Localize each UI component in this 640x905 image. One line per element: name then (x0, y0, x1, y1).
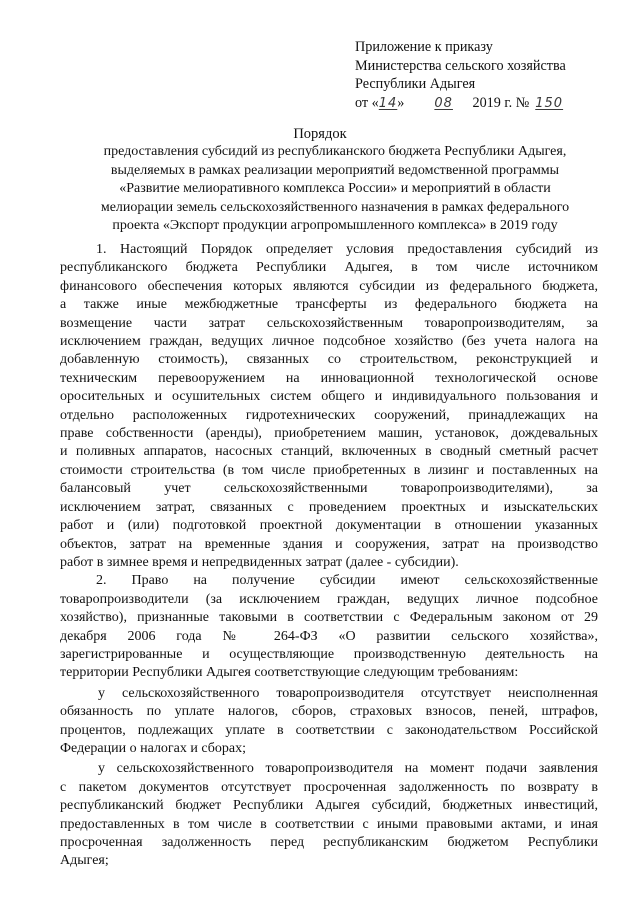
paragraph-line: у сельскохозяйственного товаропроизводителя на момент подачи заявления (98, 761, 598, 777)
document-body (60, 241, 598, 871)
paragraph-line: хозяйство), признанные таковыми в соответствии с Федеральным законом от 29 (60, 610, 598, 626)
document-subtitle (70, 143, 600, 236)
paragraph-line: 2. Право на получение субсидии имеют сельскохозяйственные (96, 573, 598, 589)
paragraph-line: зарегистрированные и осуществляющие производственную деятельность на (60, 646, 598, 662)
paragraph-line: Федерации о налогах и сборах; (60, 740, 246, 756)
subtitle-line: «Развитие мелиоративного комплекса России» и мероприятий в области (119, 181, 551, 197)
appendix-date-line (355, 94, 625, 114)
paragraph-line: республиканского бюджета Республики Адыгея, в том числе источником (60, 260, 598, 276)
paragraph-line: объектов, затрат на временные здания и сооружения, затрат на производство (60, 536, 598, 552)
paragraph-line: республиканский бюджет Республики Адыгея субсидий, бюджетных инвестиций, (60, 798, 598, 814)
appendix-line-2: Министерства сельского хозяйства (355, 57, 566, 74)
paragraph-line: территории Республики Адыгея соответствующие следующим требованиям: (60, 665, 519, 681)
paragraph-line: Адыгея; (60, 853, 109, 869)
paragraph-1 (60, 241, 598, 572)
paragraph-line: обязанность по уплате налогов, сборов, страховых взносов, пеней, штрафов, (60, 704, 598, 720)
appendix-line-1: Приложение к приказу (355, 39, 493, 55)
paragraph-line: возмещение части затрат сельскохозяйственным товаропроизводителям, за (60, 315, 598, 331)
paragraph-line: добавленную стоимость), связанных со строительством, реконструкцией и (60, 352, 598, 368)
paragraph-line: финансового обеспечения которых являются субсидии из федерального бюджета, (60, 278, 598, 294)
year-text: 2019 г. № (472, 94, 530, 111)
paragraph-line: товаропроизводители (за исключением граждан, ведущих личное подсобное (60, 591, 598, 607)
handwritten-month: 08 (434, 95, 453, 111)
appendix-header (355, 38, 625, 113)
paragraph-line: техническим перевооружением на инновационной технологической основе (60, 370, 598, 386)
paragraph-2 (60, 572, 598, 682)
paragraph-line: исключением граждан, ведущих личное подсобное хозяйство (без учета налога на (60, 334, 598, 350)
paragraph-line: работ и (или) подготовкой проектной документации в отношении указанных (60, 518, 598, 534)
paragraph-line: стоимости строительства (в том числе приобретенных в лизинг и поставленных на (60, 462, 598, 478)
paragraph-line: а также иные межбюджетные трансферты из федерального бюджета на (60, 297, 598, 313)
paragraph-line: процентов, подлежащих уплате в соответствии с законодательством Российской (60, 722, 598, 738)
subtitle-line: мелиорации земель сельскохозяйственного назначения в рамках федерального (100, 199, 570, 215)
paragraph-line: и поливных аппаратов, насосных станций, включенных в сводный сметный расчет (60, 444, 598, 460)
paragraph-line: декабря 2006 года № 264-ФЗ «О развитии сельского хозяйства», (60, 628, 598, 644)
paragraph-3 (60, 685, 598, 759)
paragraph-line: просроченная задолженность перед республиканским бюджетом Республики (60, 835, 598, 850)
handwritten-number: 150 (535, 95, 564, 111)
subtitle-line: проекта «Экспорт продукции агропромышленного комплекса» в 2019 году (112, 218, 558, 234)
subtitle-line: предоставления субсидий из республиканского бюджета Республики Адыгея, (103, 144, 567, 159)
handwritten-day: 14 (378, 95, 398, 111)
paragraph-line: 1. Настоящий Порядок определяет условия предоставления субсидий из (96, 242, 598, 257)
date-mid: » (397, 94, 405, 111)
paragraph-line: отдельно расположенных гидротехнических сооружений, принадлежащих на (60, 407, 598, 423)
subtitle-line: выделяемых в рамках реализации мероприятий ведомственной программы (110, 162, 560, 178)
paragraph-line: с пакетом документов отсутствует просроченная задолженность по возврату в (60, 779, 598, 795)
appendix-line-3: Республики Адыгея (355, 76, 476, 92)
date-prefix: от « (355, 94, 379, 111)
paragraph-4 (60, 760, 598, 870)
paragraph-line: предоставленных в том числе в соответствии с иными правовыми актами, и иная (60, 816, 598, 832)
paragraph-line: исключением затрат, связанных с проведением проектных и изыскательских (60, 499, 598, 515)
paragraph-line: оросительных и осушительных систем общего и индивидуального пользования и (60, 389, 598, 405)
paragraph-line: балансовый учет сельскохозяйственными товаропроизводителями), за (60, 481, 598, 497)
paragraph-line: у сельскохозяйственного товаропроизводителя отсутствует неисполненная (98, 685, 598, 701)
document-title: Порядок (293, 126, 347, 142)
paragraph-line: праве собственности (аренды), приобретением машин, установок, дождевальных (60, 426, 598, 442)
paragraph-line: работ в зимнее время и непредвиденных затрат (далее - субсидии). (60, 554, 459, 570)
